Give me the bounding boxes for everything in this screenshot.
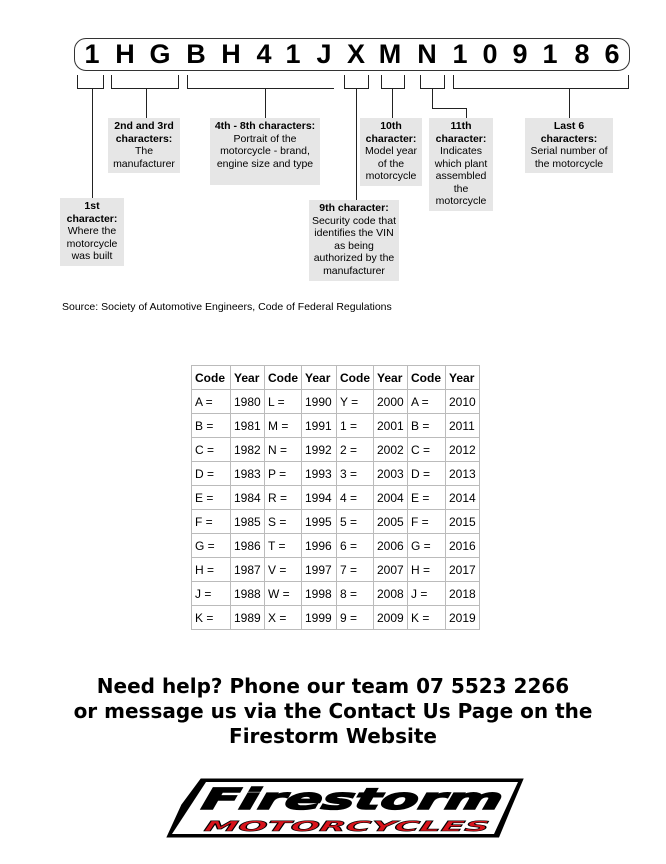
table-cell: G = <box>408 534 446 558</box>
table-row <box>192 486 480 510</box>
table-cell: 1986 <box>231 534 265 558</box>
table-cell: 2007 <box>374 558 408 582</box>
table-row <box>192 414 480 438</box>
table-cell: 6 = <box>337 534 374 558</box>
svg-text:MOTORCYCLES: MOTORCYCLES <box>202 819 323 835</box>
table-cell: C = <box>192 438 231 462</box>
table-cell: 1999 <box>302 606 337 630</box>
column-header: Code <box>265 366 302 390</box>
vin-character: 4 <box>256 39 272 69</box>
table-cell: 1996 <box>302 534 337 558</box>
source-note: Source: Society of Automotive Engineers, Code of Federal Regulations <box>62 301 392 313</box>
table-cell: 2003 <box>374 462 408 486</box>
table-cell: N = <box>265 438 302 462</box>
table-cell: A = <box>192 390 231 414</box>
column-header: Year <box>231 366 265 390</box>
vin-character: 1 <box>542 39 558 69</box>
vin-character: 1 <box>285 39 301 69</box>
table-cell: W = <box>265 582 302 606</box>
help-line-contact: or message us via the Contact Us Page on the <box>73 699 593 723</box>
table-cell: D = <box>192 462 231 486</box>
table-cell: G = <box>192 534 231 558</box>
column-header: Year <box>302 366 337 390</box>
column-header: Code <box>192 366 231 390</box>
table-cell: E = <box>192 486 231 510</box>
table-cell: 2012 <box>446 438 480 462</box>
table-row <box>192 462 480 486</box>
vin-character: 0 <box>482 39 498 69</box>
table-cell: 1983 <box>231 462 265 486</box>
label-1st-character: 1st character: Where the motorcycle was built <box>60 198 124 266</box>
table-cell: 2019 <box>446 606 480 630</box>
table-cell: M = <box>265 414 302 438</box>
table-cell: P = <box>265 462 302 486</box>
table-cell: 4 = <box>337 486 374 510</box>
table-cell: T = <box>265 534 302 558</box>
table-cell: K = <box>192 606 231 630</box>
table-cell: 2015 <box>446 510 480 534</box>
table-cell: D = <box>408 462 446 486</box>
vin-character: M <box>378 39 402 69</box>
table-cell: E = <box>408 486 446 510</box>
label-10th-character: 10th character: Model year of the motorcycle <box>360 118 422 186</box>
table-cell: K = <box>408 606 446 630</box>
label-2nd-3rd-characters: 2nd and 3rd characters: The manufacturer <box>108 118 180 173</box>
vin-character: 1 <box>84 39 100 69</box>
vin-character: H <box>221 39 241 69</box>
table-cell: 1990 <box>302 390 337 414</box>
table-cell: 1981 <box>231 414 265 438</box>
table-cell: 1980 <box>231 390 265 414</box>
table-cell: S = <box>265 510 302 534</box>
table-cell: 5 = <box>337 510 374 534</box>
table-cell: 2008 <box>374 582 408 606</box>
column-header: Year <box>374 366 408 390</box>
label-11th-character: 11th character: Indicates which plant assembled the motorcycle <box>429 118 493 211</box>
table-cell: 3 = <box>337 462 374 486</box>
table-cell: H = <box>192 558 231 582</box>
help-line-website: Firestorm Website <box>229 724 437 748</box>
vin-character: X <box>346 39 365 69</box>
column-header: Year <box>446 366 480 390</box>
table-cell: 1998 <box>302 582 337 606</box>
table-cell: 2018 <box>446 582 480 606</box>
table-cell: 2002 <box>374 438 408 462</box>
table-cell: 9 = <box>337 606 374 630</box>
table-cell: 1995 <box>302 510 337 534</box>
table-cell: J = <box>408 582 446 606</box>
vin-character: H <box>115 39 135 69</box>
table-cell: F = <box>408 510 446 534</box>
table-cell: 1984 <box>231 486 265 510</box>
table-cell: Y = <box>337 390 374 414</box>
table-row <box>192 390 480 414</box>
table-cell: 2016 <box>446 534 480 558</box>
table-row <box>192 510 480 534</box>
svg-text:Firestorm: Firestorm <box>199 782 366 816</box>
table-cell: 2 = <box>337 438 374 462</box>
table-cell: B = <box>192 414 231 438</box>
table-cell: B = <box>408 414 446 438</box>
table-row <box>192 534 480 558</box>
vin-character: B <box>186 39 206 69</box>
table-cell: L = <box>265 390 302 414</box>
column-header: Code <box>337 366 374 390</box>
table-row <box>192 606 480 630</box>
table-cell: 2004 <box>374 486 408 510</box>
table-cell: 2001 <box>374 414 408 438</box>
label-9th-character: 9th character: Security code that identifies the VIN as being authorized by the manufacturer <box>309 200 399 281</box>
label-4th-8th-characters: 4th - 8th characters: Portrait of the motorcycle - brand, engine size and type <box>210 118 320 185</box>
table-cell: X = <box>265 606 302 630</box>
vin-character: 1 <box>452 39 468 69</box>
vin-character: 6 <box>604 39 620 69</box>
model-year-table <box>191 365 480 630</box>
table-row <box>192 558 480 582</box>
table-cell: 2011 <box>446 414 480 438</box>
table-cell: V = <box>265 558 302 582</box>
table-row <box>192 582 480 606</box>
firestorm-logo <box>160 774 530 842</box>
table-cell: 1997 <box>302 558 337 582</box>
table-cell: C = <box>408 438 446 462</box>
table-cell: F = <box>192 510 231 534</box>
table-cell: 1991 <box>302 414 337 438</box>
label-last-6-characters: Last 6 characters: Serial number of the motorcycle <box>525 118 613 173</box>
table-cell: 2005 <box>374 510 408 534</box>
table-cell: 2013 <box>446 462 480 486</box>
table-cell: 2006 <box>374 534 408 558</box>
table-cell: A = <box>408 390 446 414</box>
table-cell: J = <box>192 582 231 606</box>
table-cell: 1 = <box>337 414 374 438</box>
vin-character: J <box>316 39 332 69</box>
table-cell: 1994 <box>302 486 337 510</box>
table-cell: R = <box>265 486 302 510</box>
help-line-phone: Need help? Phone our team 07 5523 2266 <box>96 674 570 698</box>
table-cell: 2014 <box>446 486 480 510</box>
column-header: Code <box>408 366 446 390</box>
vin-character: 8 <box>574 39 590 69</box>
table-cell: H = <box>408 558 446 582</box>
table-cell: 1993 <box>302 462 337 486</box>
table-cell: 1982 <box>231 438 265 462</box>
table-cell: 7 = <box>337 558 374 582</box>
table-cell: 2010 <box>446 390 480 414</box>
table-header <box>192 366 480 390</box>
table-cell: 1985 <box>231 510 265 534</box>
table-cell: 2000 <box>374 390 408 414</box>
table-cell: 1988 <box>231 582 265 606</box>
table-cell: 1989 <box>231 606 265 630</box>
table-cell: 1992 <box>302 438 337 462</box>
vin-character: 9 <box>512 39 528 69</box>
vin-character: G <box>149 39 171 69</box>
table-cell: 1987 <box>231 558 265 582</box>
table-cell: 8 = <box>337 582 374 606</box>
vin-character: N <box>417 39 437 69</box>
table-cell: 2017 <box>446 558 480 582</box>
table-row <box>192 438 480 462</box>
help-text <box>0 674 666 749</box>
table-cell: 2009 <box>374 606 408 630</box>
